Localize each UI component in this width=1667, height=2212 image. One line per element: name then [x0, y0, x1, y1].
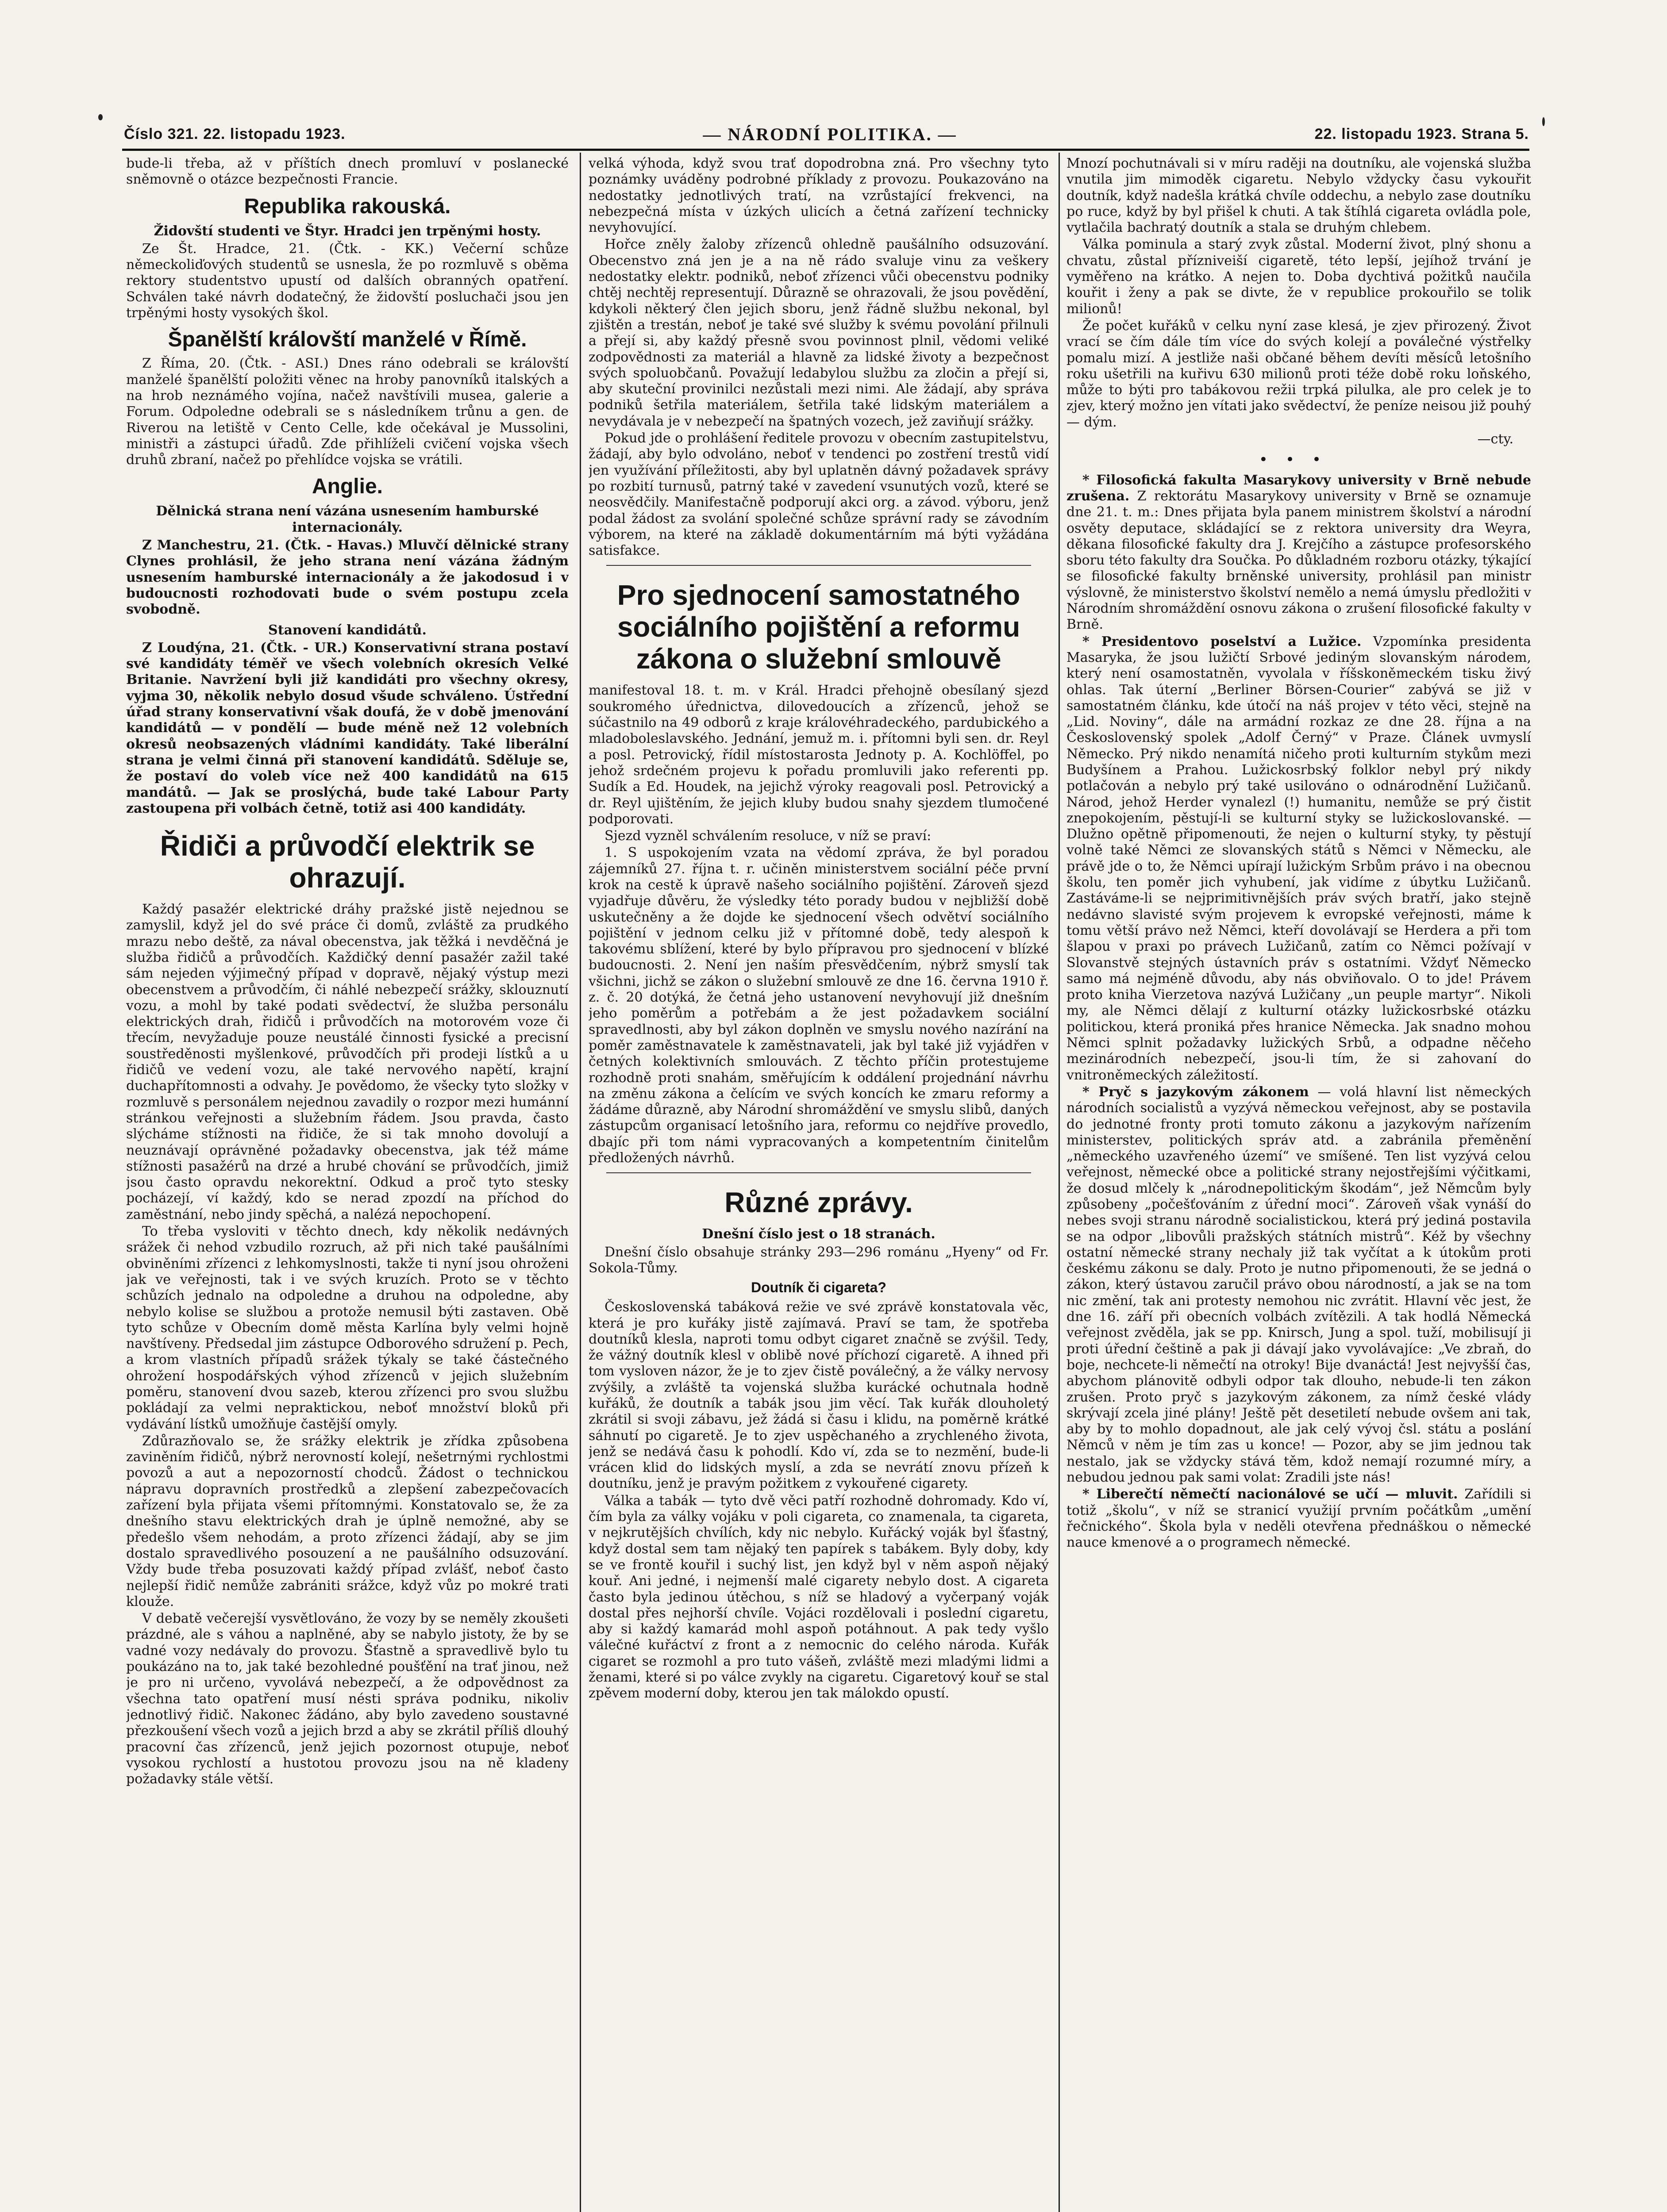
article-body: Z Loudýna, 21. (Čtk. - UR.) Konservativní strana postaví své kandidáty téměř ve všech volebních okresích Velké Britanie. Navržení byli již kandidáti pro všechny okresy, vyjma 30, několik nebylo dosud všude schváleno. Ústřední úřad strany konservativní však doufá, že v době jmenování kandidátů — v pondělí — bude méně než 12 volebních okresů neobsazených vládními kandidáty. Také liberální strana je velmi činná při stanovení kandidátů. Sděluje se, že postaví do voleb více než 400 kandidátů na 615 mandátů. — Jak se proslýchá, bude také Labour Party zastoupena při volbách četně, totiž asi 400 kandidáty.: [126, 640, 569, 816]
article-heading: Pro sjednocení samostatného sociálního pojištění a reformu zákona o služební smlouvě: [617, 579, 1020, 675]
article-body: To třeba vysloviti v těchto dnech, kdy několik nedávných srážek či nehod vzbudilo rozruch, až při nich také paušálními obviněními zřízenci z lehkomyslnosti, takže ti nyní jsou ohroženi jak ve veřejnosti, tak i ve svých kruzích. Proto se v těchto schůzích jednalo na odpoledne a druhou na odpoledne, aby nebylo kolise se službou a protože nemusil býti zastaven. Obě tyto schůze v Obecním domě města Karlína byly velmi hojně navštíveny. Předsedal jim zástupce Odborového sdružení p. Pech, a krom vlastních případů srážek týkaly se také částečného ohrožení hospodářských výhod zřízenců v jejich služebním poměru, stanovení dvou sazeb, kterou zřízenci pro svou službu pokládají za velmi nepraktickou, neboť množství bloků při vydávání lístků umožňuje častější omyly.: [126, 1224, 569, 1432]
page-header: [124, 120, 1529, 148]
article-body: Ze Št. Hradce, 21. (Čtk. - KK.) Večerní schůze německoliďových studentů se usnesla, že po rozmluvě s oběma rektory studentstvo upustí od dalších obranných opatření. Schválen také návrh dodatečný, že židovští posluchači jsou jen trpěnými hosty vysokých škol.: [126, 241, 569, 321]
scan-mark: [98, 114, 103, 120]
article-separator: [606, 565, 1031, 566]
article-continuation: bude-li třeba, až v příštích dnech promluví v poslanecké sněmovně o otázce bezpečnosti Francie.: [126, 156, 569, 188]
article-continuation: velká výhoda, když svou trať dopodrobna zná. Pro všechny tyto poznámky uváděny podrobné příklady z provozu. Poukazováno na nedostatky jednotlivých tratí, na vzrůstající frekvenci, na nebezpečná místa v úzkých ulicích a četná zařízení technicky nevyhovující.: [589, 156, 1049, 236]
article-body: Sjezd vyzněl schválením resoluce, v níž se praví:: [604, 828, 932, 844]
article-heading: Doutník či cigareta?: [751, 1279, 886, 1296]
section-heading: Republika rakouská.: [244, 194, 451, 218]
news-item-lead: * Pryč s jazykovým zákonem: [1082, 1084, 1309, 1100]
article-body: 1. S uspokojením vzata na vědomí zpráva, že byl poradou zájemníků 27. října t. r. učiněn ministerstvem sociální péče první krok na cestě k úpravě našeho sociálního pojištění. Zároveň sjezd vyjadřuje důvěru, že výsledky této porady budou v nejbližší době uskutečněny a že dojde ke sjednocení všech odvětví sociálního pojištění v jednom celku již v přítomné době, tedy alespoň k takovému sblížení, které by bylo přípravou pro sjednocení v blízké budoucnosti. 2. Není jen naším přesvědčením, nýbrž smyslí tak všichni, jichž se zákon o služební smlouvě ze dne 16. června 1910 ř. z. č. 20 dotýká, že četná jeho ustanovení nevyhovují již dnešním jeho poměrům a potřebám a že jest požadavkem sociální spravedlnosti, aby byl zákon doplněn ve smyslu nového nazírání na poměr zaměstnavatele k zaměstnavateli, jak byl také již vyjádřen v četných kolektivních smlouvách. Z těchto příčin protestujeme rozhodně proti snahám, směřujícím k oddálení projednání návrhu na změnu zákona a čelícím ve svých koncích ke zmaru reformy a žádáme důrazně, aby Národní shromáždění ve smyslu slibů, daných zástupcům organisací letošního jara, reformu co nejdříve provedlo, dbajíc při tom námi vypracovaných a kompetentním činitelům předložených návrhů.: [589, 845, 1049, 1166]
article-body: Hořce zněly žaloby zřízenců ohledně paušálního odsuzování. Obecenstvo zná jen je a na ně rádo svaluje vinu za veškery nedostatky elektr. podniků, neboť zřízenci vůči obecenstvu podniky chtěj nechtěj representují. Důrazně se ohrazovali, že jsou povědění, kdykoli některý člen jejich sboru, jenž řádně službu nekonal, byl zjištěn a trestán, neboť je také své služby k svému povolání přilnuli a přejí si, aby každý přesně svou povinnost plnil, vědomi veliké zodpovědnosti za materiál a hlavně za lidské životy a bezpečnost svých spoluobčanů. Považují ledabylou službu za zločin a přejí si, aby skuteční provinilci nezůstali mezi nimi. Ale žádají, aby správa podniků šetřila materiálem, šetřila také lidským materiálem a nevydávala je v nebezpečí na špatných vozech, jež zaviňují srážky.: [589, 237, 1049, 429]
article-subheading: Židovští studenti ve Štyr. Hradci jen trpěnými hosty.: [154, 223, 541, 239]
article-heading: Řidiči a průvodčí elektrik se ohrazují.: [160, 830, 535, 894]
column-3: [1066, 156, 1531, 2212]
news-item-body: Z rektorátu Masarykovy university v Brně se oznamuje dne 21. t. m.: Dnes přijata byla panem ministrem školství a národní osvěty deputace, skládající se z rektora university dra Weyra, děkana filosofické fakulty dra J. Krejčího a zástupce profesorského sboru této fakulty dra Součka. Po důkladném rozboru otázky, týkající se filosofické fakulty brněnské university, prohlásil pan ministr výslovně, že ministerstvo školství nemělo a nemá úmyslu předložiti v Národním shromáždění osnovu zákona o zrušení filosofické fakulty v Brně.: [1066, 488, 1531, 633]
news-item-lead: * Presidentovo poselství a Lužice.: [1082, 634, 1362, 649]
article-body: V debatě večerejší vysvětlováno, že vozy by se neměly zkoušeti prázdné, ale s váhou a naplněné, aby se nabylo jistoty, že by se vadné vozy nedávaly do provozu. Šťastně a spravedlivě bylo tu poukázáno na to, jak také bezohledné poušťění na trať jinou, než je pro ni určeno, vyvolává nebezpečí, a že odpovědnost za všechna tato opatření musí nésti správa podniku, nikoliv jednotlivý řidič. Nakonec žádáno, aby bylo zavedeno soustavné přezkoušení všech vozů a jejich brzd a aby se zkrátil příliš dlouhý pracovní čas zřízenců, jenž jejich pozornost otupuje, neboť vysokou rychlostí a hustotou provozu jsou na ně kladeny požadavky stále větší.: [126, 1611, 569, 1787]
article-body: Z Manchestru, 21. (Čtk. - Havas.) Mluvčí dělnické strany Clynes prohlásil, že jeho strana není vázána žádným usnesením hamburské internacionály a že jakodosud i v budoucnosti rozhodovati bude o svém postupu zcela svobodně.: [126, 538, 569, 618]
news-item-lead: * Filosofická fakulta Masarykovy university v Brně nebude zrušena.: [1066, 472, 1531, 504]
article-body: Dnešní číslo obsahuje stránky 293—296 románu „Hyeny“ od Fr. Sokola-Tůmy.: [589, 1244, 1049, 1276]
news-item-body: — volá hlavní list německých národních socialistů a vyzývá německou veřejnost, aby se postavila do jednotné fronty proti tomuto zákonu a jazykovým nařízením ministerstev, politických správ atd. a zabránila přeměnění „německého uzavřeného území“ ve smíšené. Ten list vyzývá celou veřejnost, německé obce a politické strany nejostřejšími výčitkami, že dosud mlčely k „národnepolitickým škodám“, jež Němcům byly způsobeny „počešťováním z úřední moci“. Zároveň však vynáší do nebes svoji stranu národně socialistickou, která prý jediná postavila se na odpor „libovůli pražských státních mistrů“. Kéž by všechny ostatní německé strany nechaly již tak vyčítat a k útokům proti českému zákonu se daly. Proto je nutno připomenouti, že se jedná o zákon, který ústavou zaručil právo obou národností, a jak se na tom nic změní, tak ani protesty nemohou nic zvrátit. Hlavní věc jest, že dne 16. září při obecních volbách zvítězili. A tak hodlá Německá veřejnost zvěděla, jak se pp. Knirsch, Jung a spol. tuží, mobilisují ji proti úřední češtině a pak ji dávají jako vyvolávajíce: „Ve zbraň, do boje, nechcete-li němečtí na otroky! Bije dvanáctá! Jest nejvyšší čas, abychom plánovitě odbyli odpor tak dlouho, nebude-li ten zákon zrušen. Proto pryč s jazykovým zákonem, za nímž české vlády skrývají zcela jiné plány! Ještě pět desetiletí nebude ovšem ani tak, aby by to mohlo dopadnout, ale jak celý vývoj čsl. státu a poslání Němců v něm je tím zas u konce! — Pozor, aby se jim jednou tak nestalo, jak se vždycky stává těm, kdož nemají rozumné míry, a nebudou jednou pak sami volat: Zradili jste nás!: [1066, 1084, 1531, 1486]
article-subheading: Stanovení kandidátů.: [268, 622, 427, 638]
article-separator: [606, 1172, 1031, 1173]
article-body: Z Říma, 20. (Čtk. - ASI.) Dnes ráno odebrali se královští manželé španělští položiti věnec na hroby panovníků italských a na hrob neznámého vojína, načež navštívili musea, galerie a Forum. Odpoledne odebrali se s následníkem trůnu a gen. de Riverou na letiště v Cento Celle, kde očekával je Mussolini, ministři a zástupci úřadů. Zde přihlíželi cvičení vojska všech druhů zbraní, načež po přehlídce vojska se vrátili.: [126, 356, 569, 468]
article-continuation: Mnozí pochutnávali si v míru raději na doutníku, ale vojenská služba vnutila jim mimoděk cigaretu. Nebylo vždycky času vykouřit doutník, když nadešla krátká chvíle oddechu, a nebylo zase doutníku po ruce, když by byl přišel k chuti. A tak štíhlá cigareta ovládla pole, vytlačila bachratý doutník a stala se druhým chlebem.: [1066, 156, 1531, 236]
article-body: Válka a tabák — tyto dvě věci patří rozhodně dohromady. Kdo ví, čím byla za války vojáku v poli cigareta, co znamenala, ta cigareta, v nejkrutějších chvílích, kdy nic nebylo. Kuřácký voják byl šťastný, když dostal sem tam nějaký ten papírek s tabákem. Byly doby, kdy se ve frontě kouřil i suchý list, jen když byl v něm aspoň nějaký kouř. Ani jedné, i nejmenší malé cigarety nebylo dost. A cigareta často byla jedinou útěchou, s níž se hladový a vyčerpaný voják dostal přes nejhorší chvíle. Vojáci rozdělovali i poslední cigaretu, aby si každý kamarád mohl aspoň potáhnout. A pak tedy vyšlo válečné kuřáctví z front a z nemocnic do celého národa. Kuřák cigaret se rozmohl a pro tuto vášeň, zvláště mezi mladými lidmi a ženami, které si po válce zvykly na cigaretu. Cigaretový kouř se stal zpěvem moderní doby, kterou jen tak málokdo opustí.: [589, 1493, 1049, 1701]
header-rule: [122, 149, 1529, 151]
column-rule: [580, 153, 581, 2212]
article-body: Pokud jde o prohlášení ředitele provozu v obecním zastupitelstvu, žádají, aby bylo odvoláno, neboť v tendenci po zostření trestů vidí jen využívání příležitosti, aby byl uplatněn dávný požadavek správy po rozbití turnusů, patrný také v zavedení vsunutých vozů, které se neosvědčily. Manifestačně podporují akci org. a závod. výboru, jenž podal žádost za svolání společné schůze správní rady se závodním výborem, na které na základě dokumentárním má býti vyžádána satisfakce.: [589, 430, 1049, 559]
author-signature: —cty.: [1477, 431, 1513, 447]
column-2: [589, 156, 1049, 2212]
section-divider-dots: •••: [1259, 451, 1339, 469]
column-rule: [1059, 153, 1060, 2212]
article-heading: Španělští královští manželé v Římě.: [168, 328, 527, 352]
news-item-body: Zařídili si totiž „školu“, v níž se stranicí využijí prvním počátkům „umění řečnického“. Škola byla v neděli otevřena přednáškou o německé nauce kmenové a o programech německé.: [1066, 1486, 1531, 1551]
column-1: [126, 156, 569, 2212]
section-heading: Různé zprávy.: [724, 1187, 913, 1219]
article-body: Každý pasažér elektrické dráhy pražské jistě nejednou se zamyslil, když jel do své práce či domů, zvláště za prudkého mrazu nebo deště, za nával obecenstva, jak těžká i nevděčná je služba řidičů a průvodčích. Každičký denní pasažér zažil také sám nejeden výjimečný případ v dopravě, nějaký výstup mezi obecenstvem a průvodčím, či náhlé nebezpečí srážky, sklouznutí vozu, a mohl by také podati svědectví, že služba personálu elektrických drah, řidičů i průvodčích na motorovém voze či třecím, nevyžaduje pouze neustálé činnosti fysické a precisní soustředěnosti myšlenkové, průvodčích při prodeji lístků a u řidičů ve vedení vozu, ale také nervového napětí, krajní duchapřítomnosti a odvahy. Je povědomo, že všecky tyto složky v rozmluvě s personálem nejednou zavadily o rozpor mezi humánní stránkou veřejnosti a služebním řádem. Jsou pravda, často slýcháme stížnosti na řidiče, že si tak mnoho dovolují a neuznávají oprávněné požadavky obecenstva, jak též máme stížnosti pasažérů na drzé a hrubé chování se průvodčích, jimiž jsou často opravdu nekorektní. Odkud a proč tyto stesky pocházejí, ví každý, kdo se nerad zpozdí na příchod do zaměstnání, nebo jindy spěchá, a nalézá nepochopení.: [126, 902, 569, 1222]
news-item-lead: * Liberečtí němečtí nacionálové se učí — mluvit.: [1082, 1486, 1458, 1502]
section-heading: Anglie.: [312, 475, 383, 499]
scan-mark: [1542, 117, 1545, 126]
article-body: Že počet kuřáků v celku nyní zase klesá, je zjev přirozený. Život vrací se čím dále tím více do svých kolejí a poválečné výstřelky pomalu mizí. A jestliže naši občané během devíti měsíců letošního roku ušetřili na kuřivu 630 milionů proti téže době roku loňského, může to býti pro tabákovou režii trpká pilulka, ale pro celek je to zjev, který možno jen vítati jako svědectví, že peníze neisou již pouhý — dým.: [1066, 318, 1531, 430]
issue-number: Číslo 321. 22. listopadu 1923.: [124, 125, 346, 142]
page-number: 22. listopadu 1923. Strana 5.: [1314, 125, 1529, 142]
article-subheading: Dnešní číslo jest o 18 stranách.: [702, 1226, 936, 1242]
newspaper-title: — NÁRODNÍ POLITIKA. —: [703, 124, 957, 144]
article-body: Zdůrazňovalo se, že srážky elektrik je zřídka způsobena zaviněním řidičů, nýbrž nerovností kolejí, nešetrnými rychlostmi povozů a aut a nepozorností chodců. Žádost o technickou nápravu dopravních prostředků a zlepšení zabezpečovacích zařízení byla přijata všemi přítomnými. Konstatovalo se, že za dnešního stavu elektrických drah je úplně nemožné, aby se předešlo všem nehodám, a proto zřízenci žádají, aby se jim dostalo spravedlivého posouzení a ne paušálního odsuzování. Vždy bude třeba posuzovati každý případ zvlášť, neboť často nejlepší řidič nemůže zabrániti srážce, když vůz po mokré trati klouže.: [126, 1433, 569, 1609]
article-body: Válka pominula a starý zvyk zůstal. Moderní život, plný shonu a chvatu, zůstal přízniveiší cigaretě, této lepší, jejíhož trvání je vyměřeno na krátko. A nejen to. Doba dychtivá požitků naučila kouřit i ženy a pak se divte, že v republice prokouřilo se tolik milionů!: [1066, 237, 1531, 317]
article-subheading: Dělnická strana není vázána usnesením hamburské internacionály.: [156, 503, 539, 535]
article-body: manifestoval 18. t. m. v Král. Hradci přehojně obesílaný sjezd soukromého úřednictva, dilovedoucích a zřízenců, jehož se súčastnilo na 49 odborů z kraje královéhradeckého, pardubického a mladoboleslavského. Jednání, jemuž m. i. přítomni byli sen. dr. Reyl a posl. Petrovický, řídil místostarosta Jednoty p. A. Kochlöffel, po jehož srdečném projevu k pořadu promluvili jako referenti pp. Sudík a Ed. Houdek, na jejichž výroky reagovali posl. Petrovický a dr. Reyl ujištěním, že jejich kluby budou snahy sjezdem tlumočené podporovati.: [589, 683, 1049, 827]
article-body: Československá tabáková režie ve své zprávě konstatovala věc, která je pro kuřáky jistě zajímavá. Praví se tam, že spotřeba doutníků klesla, naproti tomu odbyt cigaret značně se zvýšil. Tedy, že vážný doutník klesl v oblibě nové příchozí cigaretě. A ihned při tom vysloven názor, že je to zjev čistě poválečný, a že války nervosy zvýšily, a zvláště ta vojenská služba kurácké ochutnala hodně kuřáků, že doutník a tabák jsou jim věcí. Tak kuřák dlouholetý zkrátil si svoji zábavu, jež žádá si času i klidu, na poměrně krátké sáhnutí po cigaretě. Je to zjev uspěchaného a zrychleného života, jenž se nedává času k pohodlí. Kdo ví, zda se to nezmění, bude-li vrácen klid do lidských myslí, a zda se nevrátí znovu přízeň k doutníku, jenž je pravým požitkem z vykouřené cigarety.: [589, 1299, 1049, 1492]
news-item-body: Vzpomínka presidenta Masaryka, že jsou lužičtí Srbové jediným slovanským národem, který není osamostatněn, vyvolala v říšskoněmeckém tisku živý ohlas. Tak úterní „Berliner Börsen-Courier“ zabývá se již v samostatném článku, kde útočí na náš projev v této věci, stejně na „Lid. Noviny“, dále na armádní rozkaz ze dne 28. října a na Československý spolek „Adolf Černý“ v Praze. Článek uvmyslí Německo. Prý nikdo nenamítá ničeho proti kulturním stykům mezi Budyšínem a Prahou. Lužickosrbský folklor nebyl prý nikdy potlačován a nebylo prý také usilováno o odnárodnění Lužičanů. Národ, jehož Herder vynalezl (!) humanitu, nemůže se prý čistit znepokojením, pěstují-li se kulturní styky se lužickoslovanské. — Dlužno opětně připomenouti, že nejen o kulturní styky, ty pěstují volně také Němci ze slovanských států s Němci v Německu, ale právě jde o to, že Němci upírají lužickým Srbům právo i na obecnou školu, ten poměr jich vyhubení, jak vidíme z úbytku Lužičanů. Zastáváme-li se nejprimitivnějších práv svých bratří, jako stejně nedávno slavisté svým projevem k evropské veřejnosti, máme k tomu větší právo než Němci, kteří dovolávají se Herdera a při tom šlapou v praxi po právech Lužičanů, zatím co Němci požívají v Slovanstvě stejných ústavních práv s ostatními. Vždyť Německo samo má nejméně důvodu, aby nás obviňovalo. O to jde! Právem proto kniha Vierzetova nazývá Lužičany „un peuple martyr“. Nikoli my, ale Němci dělají z kulturní otázky lužickosrbské otázku politickou, která proniká přes hranice Německa. Jak snadno mohou Němci splnit požadavky lužických Srbů, a odpadne něčeho mezinárodních nebezpečí, jsou-li tím, že si zahovaní do vnitroněmeckých záležitostí.: [1066, 634, 1531, 1083]
